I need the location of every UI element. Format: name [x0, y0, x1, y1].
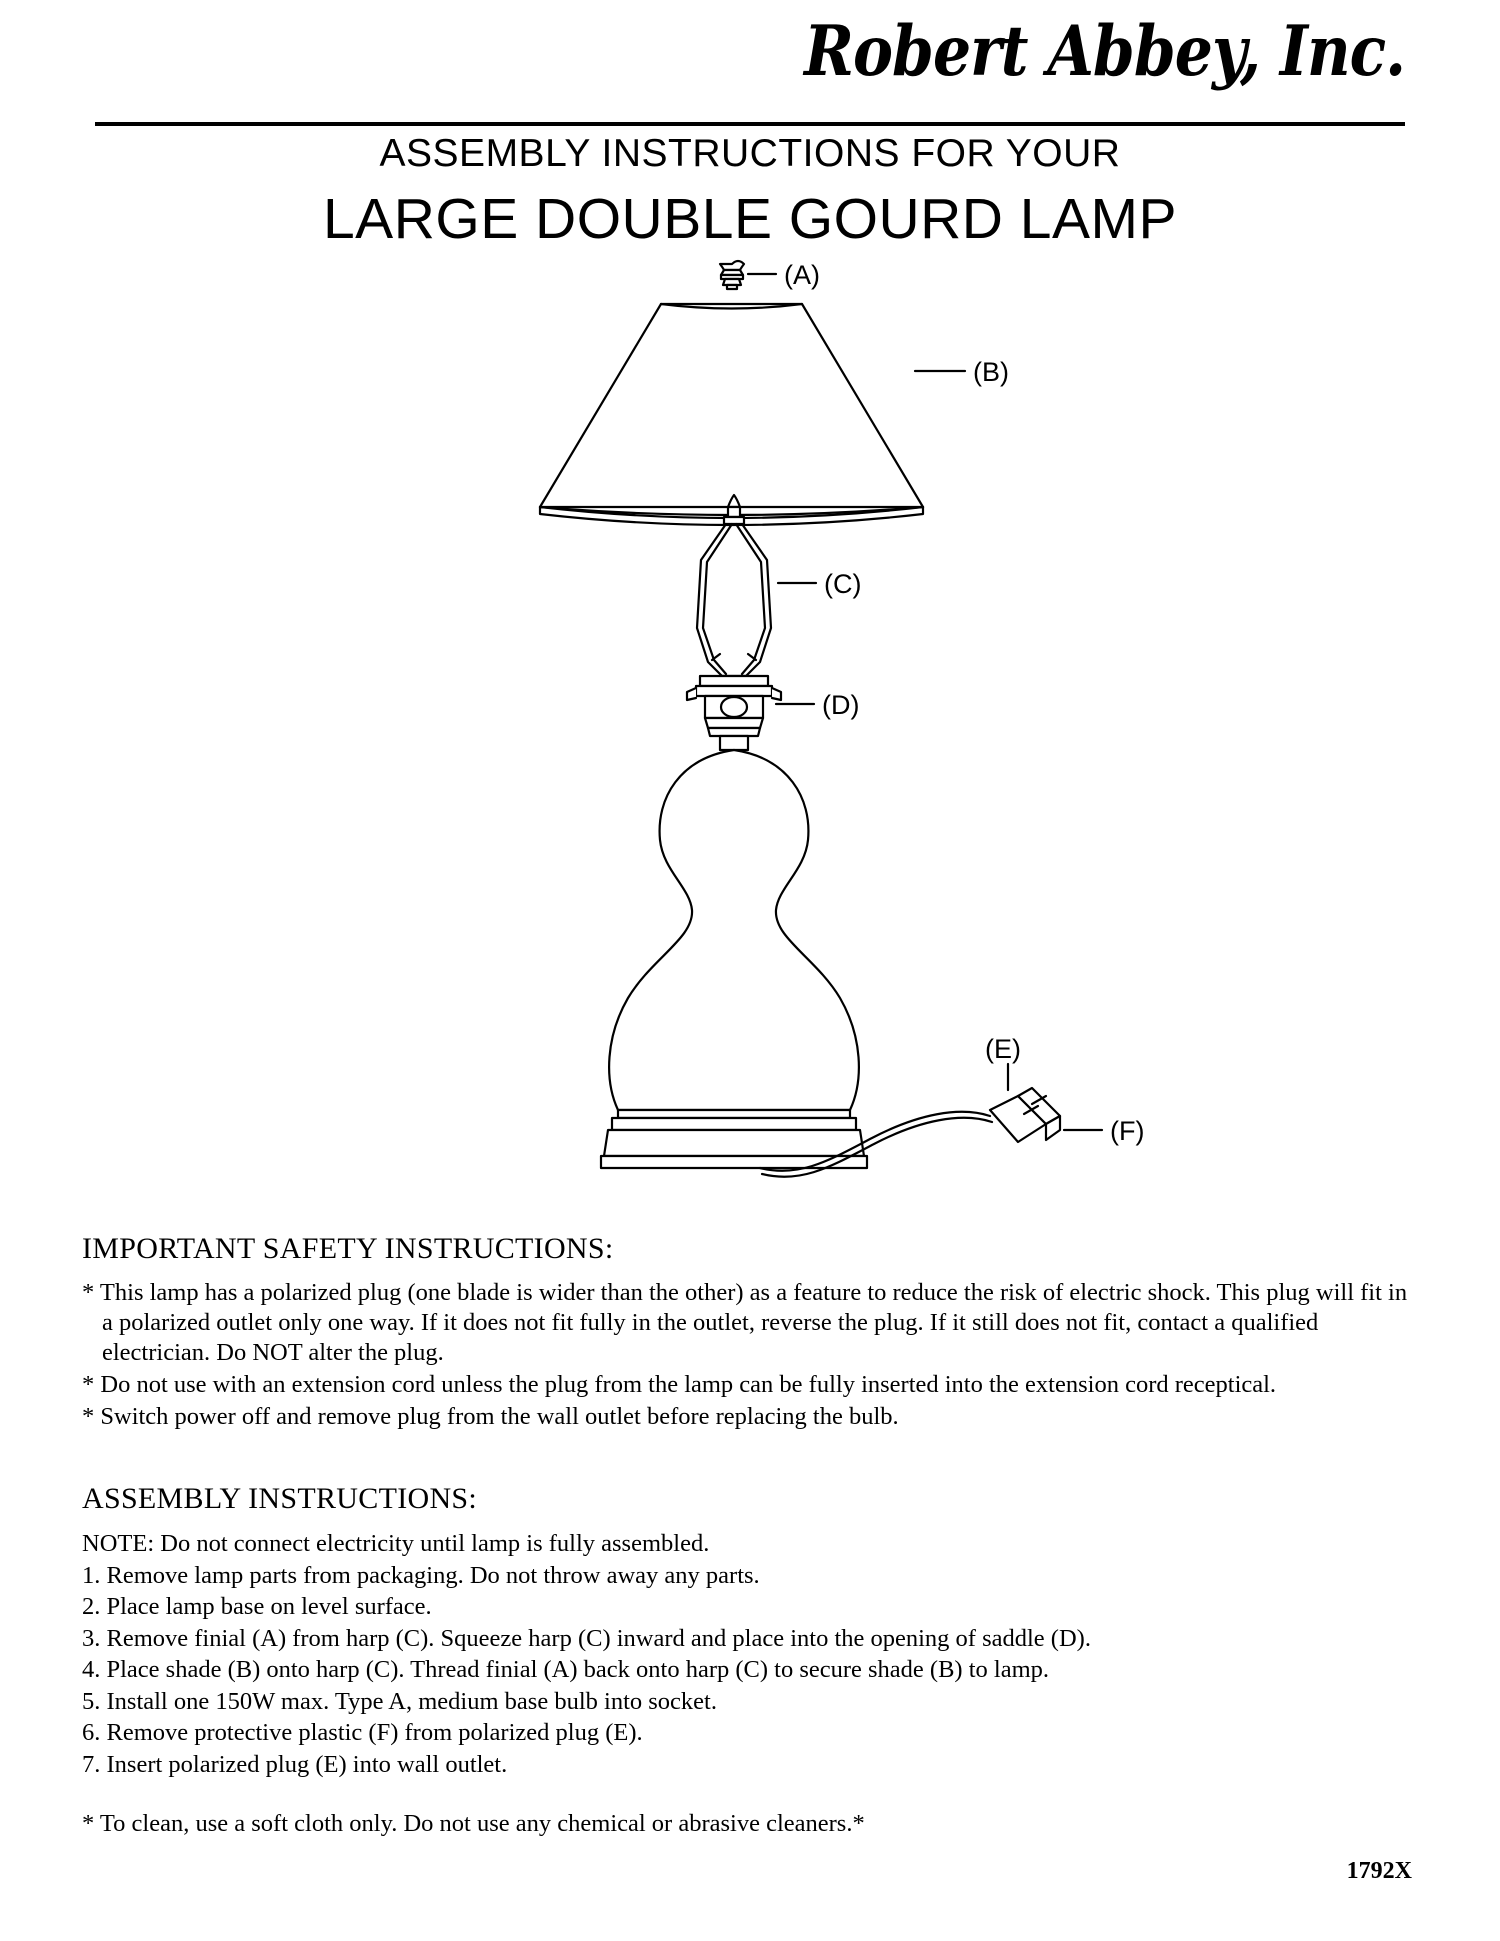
document-subtitle: ASSEMBLY INSTRUCTIONS FOR YOUR	[379, 132, 1121, 175]
document-code: 1792X	[1346, 1858, 1412, 1884]
lamp-assembly-diagram	[60, 258, 1440, 1238]
list-item: NOTE: Do not connect electricity until lamp is fully assembled.	[82, 1530, 710, 1557]
safety-heading: IMPORTANT SAFETY INSTRUCTIONS:	[82, 1232, 614, 1265]
safety-item: * This lamp has a polarized plug (one blade is wider than the other) as a feature to reduce the risk of electric shock. This plug will fit in a polarized outlet only one way. If it does not fit fully in the outlet, reverse the plug. If it still does not fit, contact a qualified electrician. Do NOT alter the plug.	[82, 1279, 1408, 1366]
polarized-plug-part	[990, 1088, 1060, 1142]
assembly-heading: ASSEMBLY INSTRUCTIONS:	[82, 1482, 478, 1515]
list-item: 6. Remove protective plastic (F) from polarized plug (E).	[82, 1719, 643, 1746]
list-item: 1. Remove lamp parts from packaging. Do not throw away any parts.	[82, 1561, 760, 1589]
callout-label-d: (D)	[822, 690, 860, 720]
page-title: LARGE DOUBLE GOURD LAMP	[322, 187, 1178, 251]
list-item: 5. Install one 150W max. Type A, medium base bulb into socket.	[82, 1687, 717, 1715]
callout-label-c: (C)	[824, 569, 862, 599]
list-item: 3. Remove finial (A) from harp (C). Squeeze harp (C) inward and place into the opening of saddle (D).	[82, 1624, 1091, 1652]
header-divider	[95, 122, 1405, 126]
lamp-body	[601, 736, 867, 1168]
cleaning-note: * To clean, use a soft cloth only. Do not use any chemical or abrasive cleaners.*	[82, 1810, 865, 1837]
assembly-instructions-list	[82, 1528, 1412, 1780]
harp-part	[697, 495, 771, 682]
company-logo: Robert Abbey, Inc.	[804, 11, 1405, 92]
safety-instructions-list	[82, 1278, 1412, 1434]
callout-label-e: (E)	[985, 1034, 1021, 1064]
safety-item: * Do not use with an extension cord unless the plug from the lamp can be fully inserted into the extension cord receptical.	[82, 1371, 1277, 1398]
list-item: 7. Insert polarized plug (E) into wall outlet.	[82, 1750, 508, 1778]
saddle-part	[687, 676, 781, 736]
list-item: 2. Place lamp base on level surface.	[82, 1593, 432, 1620]
list-item: 4. Place shade (B) onto harp (C). Thread finial (A) back onto harp (C) to secure shade (B) to lamp.	[82, 1656, 1049, 1683]
callout-label-a: (A)	[784, 260, 820, 290]
shade-part	[540, 304, 923, 525]
safety-item: * Switch power off and remove plug from the wall outlet before replacing the bulb.	[82, 1403, 899, 1430]
finial-part	[720, 261, 744, 289]
callout-label-f: (F)	[1110, 1116, 1145, 1146]
callout-label-b: (B)	[973, 357, 1009, 387]
